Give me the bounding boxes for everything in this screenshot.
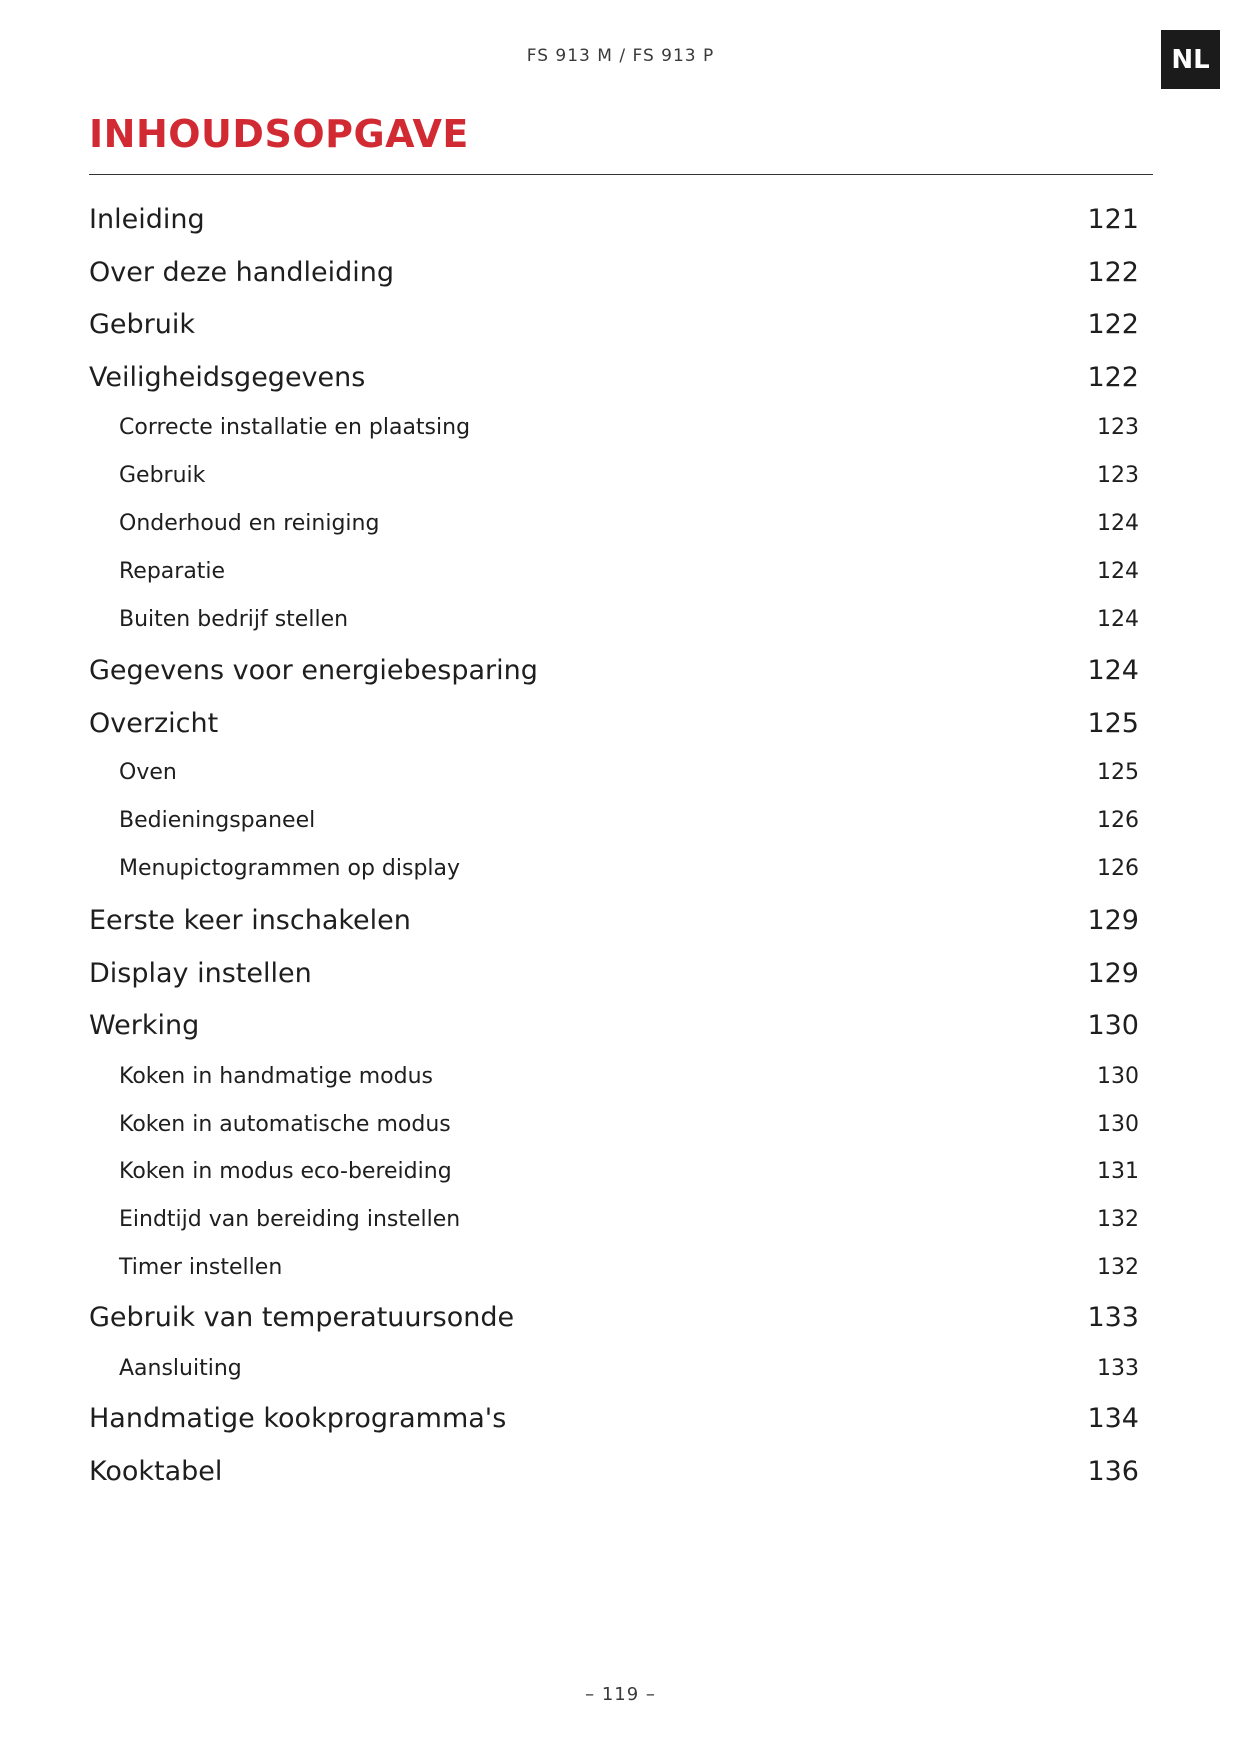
toc-subentry-page: 130: [1097, 1064, 1139, 1089]
toc-entry-label: Display instellen: [89, 958, 312, 989]
toc-entry-label: Over deze handleiding: [89, 257, 395, 288]
toc-entry-page: 130: [1087, 1010, 1139, 1041]
toc-subentry-page: 124: [1097, 607, 1139, 632]
toc-subentry[interactable]: [89, 1356, 1139, 1381]
toc-subentry-label: Bedieningspaneel: [119, 808, 316, 833]
toc-subentry[interactable]: [89, 1255, 1139, 1280]
toc-entry-page: 122: [1087, 309, 1139, 340]
toc-subentry-page: 133: [1097, 1356, 1139, 1381]
toc-subentry[interactable]: [89, 808, 1139, 833]
toc-entry[interactable]: [89, 708, 1139, 739]
toc-subentry-label: Gebruik: [119, 463, 206, 488]
toc-entry-page: 121: [1087, 204, 1139, 235]
toc-subentry-label: Eindtijd van bereiding instellen: [119, 1207, 461, 1232]
toc-subentry[interactable]: [89, 511, 1139, 536]
toc-subentry[interactable]: [89, 415, 1139, 440]
toc-subentry-page: 132: [1097, 1255, 1139, 1280]
toc-entry-page: 134: [1087, 1403, 1139, 1434]
toc-subentry-page: 124: [1097, 511, 1139, 536]
toc-subentry[interactable]: [89, 1159, 1139, 1184]
toc-subentry-label: Oven: [119, 760, 177, 785]
page-title: INHOUDSOPGAVE: [89, 112, 469, 156]
toc-subentry-label: Reparatie: [119, 559, 226, 584]
toc-entry[interactable]: [89, 1302, 1139, 1333]
toc-subentry-page: 126: [1097, 856, 1139, 881]
toc-subentry-label: Koken in handmatige modus: [119, 1064, 434, 1089]
toc-subentry[interactable]: [89, 856, 1139, 881]
toc-entry-page: 129: [1087, 958, 1139, 989]
toc-subentry-label: Koken in modus eco-bereiding: [119, 1159, 452, 1184]
toc-subentry-page: 130: [1097, 1112, 1139, 1137]
toc-subentry-label: Koken in automatische modus: [119, 1112, 451, 1137]
toc-subentry-label: Aansluiting: [119, 1356, 242, 1381]
toc-subentry-page: 125: [1097, 760, 1139, 785]
toc-subentry-label: Timer instellen: [119, 1255, 283, 1280]
toc-entry-page: 124: [1087, 655, 1139, 686]
toc-entry[interactable]: [89, 905, 1139, 936]
toc-subentry[interactable]: [89, 559, 1139, 584]
toc-entry-label: Kooktabel: [89, 1456, 223, 1487]
toc-entry[interactable]: [89, 257, 1139, 288]
toc-subentry[interactable]: [89, 463, 1139, 488]
toc-subentry-label: Correcte installatie en plaatsing: [119, 415, 471, 440]
toc-entry-label: Eerste keer inschakelen: [89, 905, 411, 936]
toc-subentry[interactable]: [89, 1064, 1139, 1089]
toc-entry[interactable]: [89, 958, 1139, 989]
toc-entry[interactable]: [89, 309, 1139, 340]
toc-subentry-label: Menupictogrammen op display: [119, 856, 461, 881]
toc-entry-label: Gebruik van temperatuursonde: [89, 1302, 515, 1333]
toc-entry[interactable]: [89, 1456, 1139, 1487]
toc-entry[interactable]: [89, 362, 1139, 393]
toc-entry[interactable]: [89, 1010, 1139, 1041]
toc-subentry-page: 123: [1097, 415, 1139, 440]
header-model-name: FS 913 M / FS 913 P: [526, 46, 715, 66]
toc-entry-page: 129: [1087, 905, 1139, 936]
toc-subentry-page: 126: [1097, 808, 1139, 833]
toc-entry-page: 122: [1087, 257, 1139, 288]
toc-entry-page: 133: [1087, 1302, 1139, 1333]
toc-entry-label: Overzicht: [89, 708, 219, 739]
toc-subentry-label: Buiten bedrijf stellen: [119, 607, 349, 632]
toc-entry-page: 136: [1087, 1456, 1139, 1487]
toc-subentry-label: Onderhoud en reiniging: [119, 511, 380, 536]
toc-subentry-page: 124: [1097, 559, 1139, 584]
toc-entry-label: Handmatige kookprogramma's: [89, 1403, 507, 1434]
toc-entry-label: Gebruik: [89, 309, 196, 340]
page-number: – 119 –: [585, 1684, 656, 1705]
toc-entry-label: Gegevens voor energiebesparing: [89, 655, 538, 686]
language-badge: NL: [1161, 30, 1220, 89]
toc-entry[interactable]: [89, 204, 1139, 235]
toc-subentry-page: 131: [1097, 1159, 1139, 1184]
toc-subentry-page: 123: [1097, 463, 1139, 488]
toc-entry-label: Inleiding: [89, 204, 205, 235]
toc-entry-label: Veiligheidsgegevens: [89, 362, 366, 393]
toc-entry-page: 122: [1087, 362, 1139, 393]
toc-entry[interactable]: [89, 1403, 1139, 1434]
toc-entry[interactable]: [89, 655, 1139, 686]
toc-subentry[interactable]: [89, 1207, 1139, 1232]
toc-entry-page: 125: [1087, 708, 1139, 739]
toc-subentry-page: 132: [1097, 1207, 1139, 1232]
toc-subentry[interactable]: [89, 760, 1139, 785]
toc-subentry[interactable]: [89, 607, 1139, 632]
toc-subentry[interactable]: [89, 1112, 1139, 1137]
toc-entry-label: Werking: [89, 1010, 200, 1041]
